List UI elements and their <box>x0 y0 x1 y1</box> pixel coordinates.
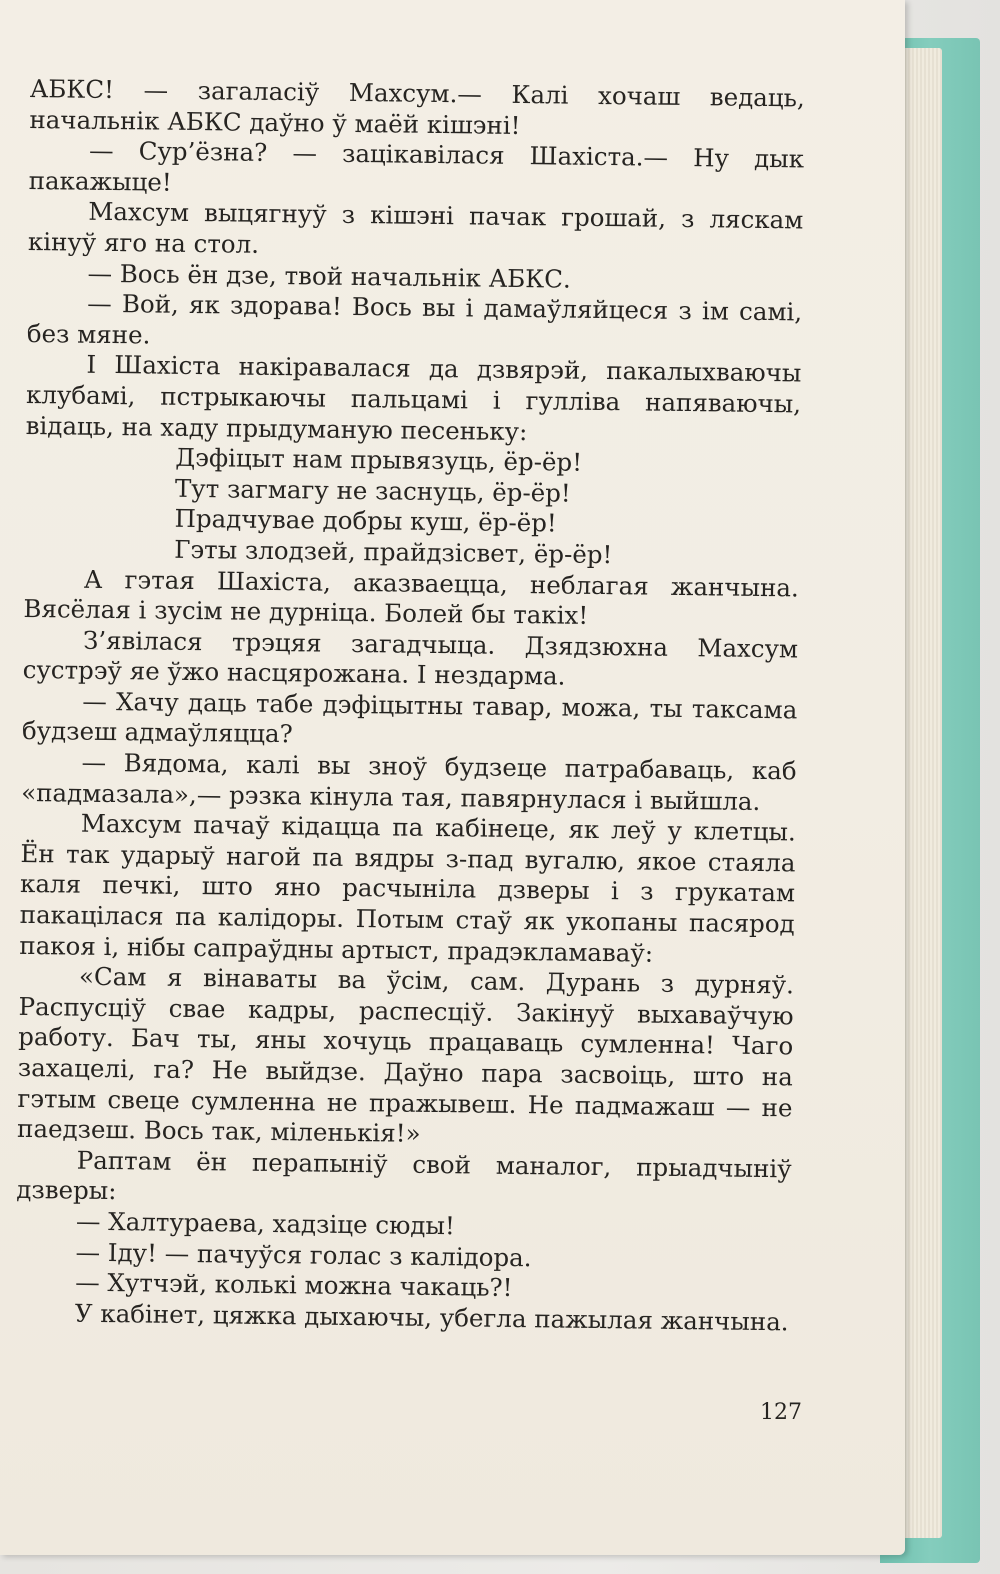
verse-line: Гэты злодзей, прайдзісвет, ёр-ёр! <box>174 534 613 570</box>
paragraph: — Сур’ёзна? — зацікавілася Шахіста.— Ну дык пакажыце! <box>28 135 805 197</box>
verse-line: Прадчувае добры куш, ёр-ёр! <box>174 504 557 538</box>
paragraph: У кабінет, цяжка дыхаючы, убегла пажылая жанчына. <box>74 1298 789 1337</box>
page-number: 127 <box>760 1400 802 1425</box>
paragraph: — Хачу даць табе дэфіцытны тавар, можа, ты таксама будзеш адмаўляцца? <box>21 686 798 749</box>
paragraph: — Вось ён дзе, твой начальнік АБКС. <box>87 258 571 294</box>
paragraph: — Хутчэй, колькі можна чакаць?! <box>75 1267 513 1303</box>
paragraph: І Шахіста накіравалася да дзвярэй, пакалыхваючы клубамі, пстрыкаючы пальцамі і гулліва напяваючы, відаць, на хаду прыдуманую песеньку: <box>25 350 802 446</box>
paragraph: АБКС! — загаласіў Махсум.— Калі хочаш ведаць, начальнік АБКС даўно ў маёй кішэні! <box>29 74 805 140</box>
paragraph: Махсум пачаў кідацца па кабінеце, як леў у клетцы. Ён так ударыў нагой па вядры з-пад вугалю, якое стаяла каля печкі, што яно расчыніла дзверы і з грукатам пакацілася па калідоры. Потым стаў як укопаны пасярод пакоя і, нібы сапраўдны артыст, прадэкламаваў: <box>19 808 796 968</box>
paragraph: — Іду! — пачуўся голас з калідора. <box>75 1237 532 1272</box>
verse-line: Тут загмагу не заснуць, ёр-ёр! <box>174 473 571 508</box>
paragraph: Махсум выцягнуў з кішэні пачак грошай, з ляскам кінуў яго на стол. <box>27 197 804 259</box>
paragraph: — Халтураева, хадзіце сюды! <box>75 1206 456 1241</box>
paragraph: «Сам я вінаваты ва ўсім, сам. Дурань з дурняў. Распусціў свае кадры, распесціў. Закінуў выхаваўчую работу. Бач ты, яны хочуць працаваць сумленна! Чаго захацелі, га? Не выйдзе. Даўно пара засвоіць, што на гэтым свеце сумленна не пражывеш. Не падмажаш — не паедзеш. Вось так, міленькія!» <box>16 961 795 1149</box>
paragraph: Раптам ён перапыніў свой маналог, прыадчыніў дзверы: <box>16 1145 792 1206</box>
paragraph: З’явілася трэцяя загадчыца. Дзядзюхна Махсум сустрэў яе ўжо насцярожана. І нездарма. <box>22 625 799 691</box>
paragraph: — Вядома, калі вы зноў будзеце патрабаваць, каб «падмазала»,— рэзка кінула тая, павярнулася і выйшла. <box>21 747 797 816</box>
verse-line: Дэфіцыт нам прывязуць, ёр-ёр! <box>175 442 583 477</box>
paragraph: А гэтая Шахіста, аказваецца, неблагая жанчына. Вясёлая і зусім не дурніца. Болей бы такіх! <box>23 564 799 630</box>
page-text <box>15 74 805 1338</box>
paragraph: — Вой, як здорава! Вось вы і дамаўляйцеся з ім самі, без мяне. <box>26 288 803 350</box>
